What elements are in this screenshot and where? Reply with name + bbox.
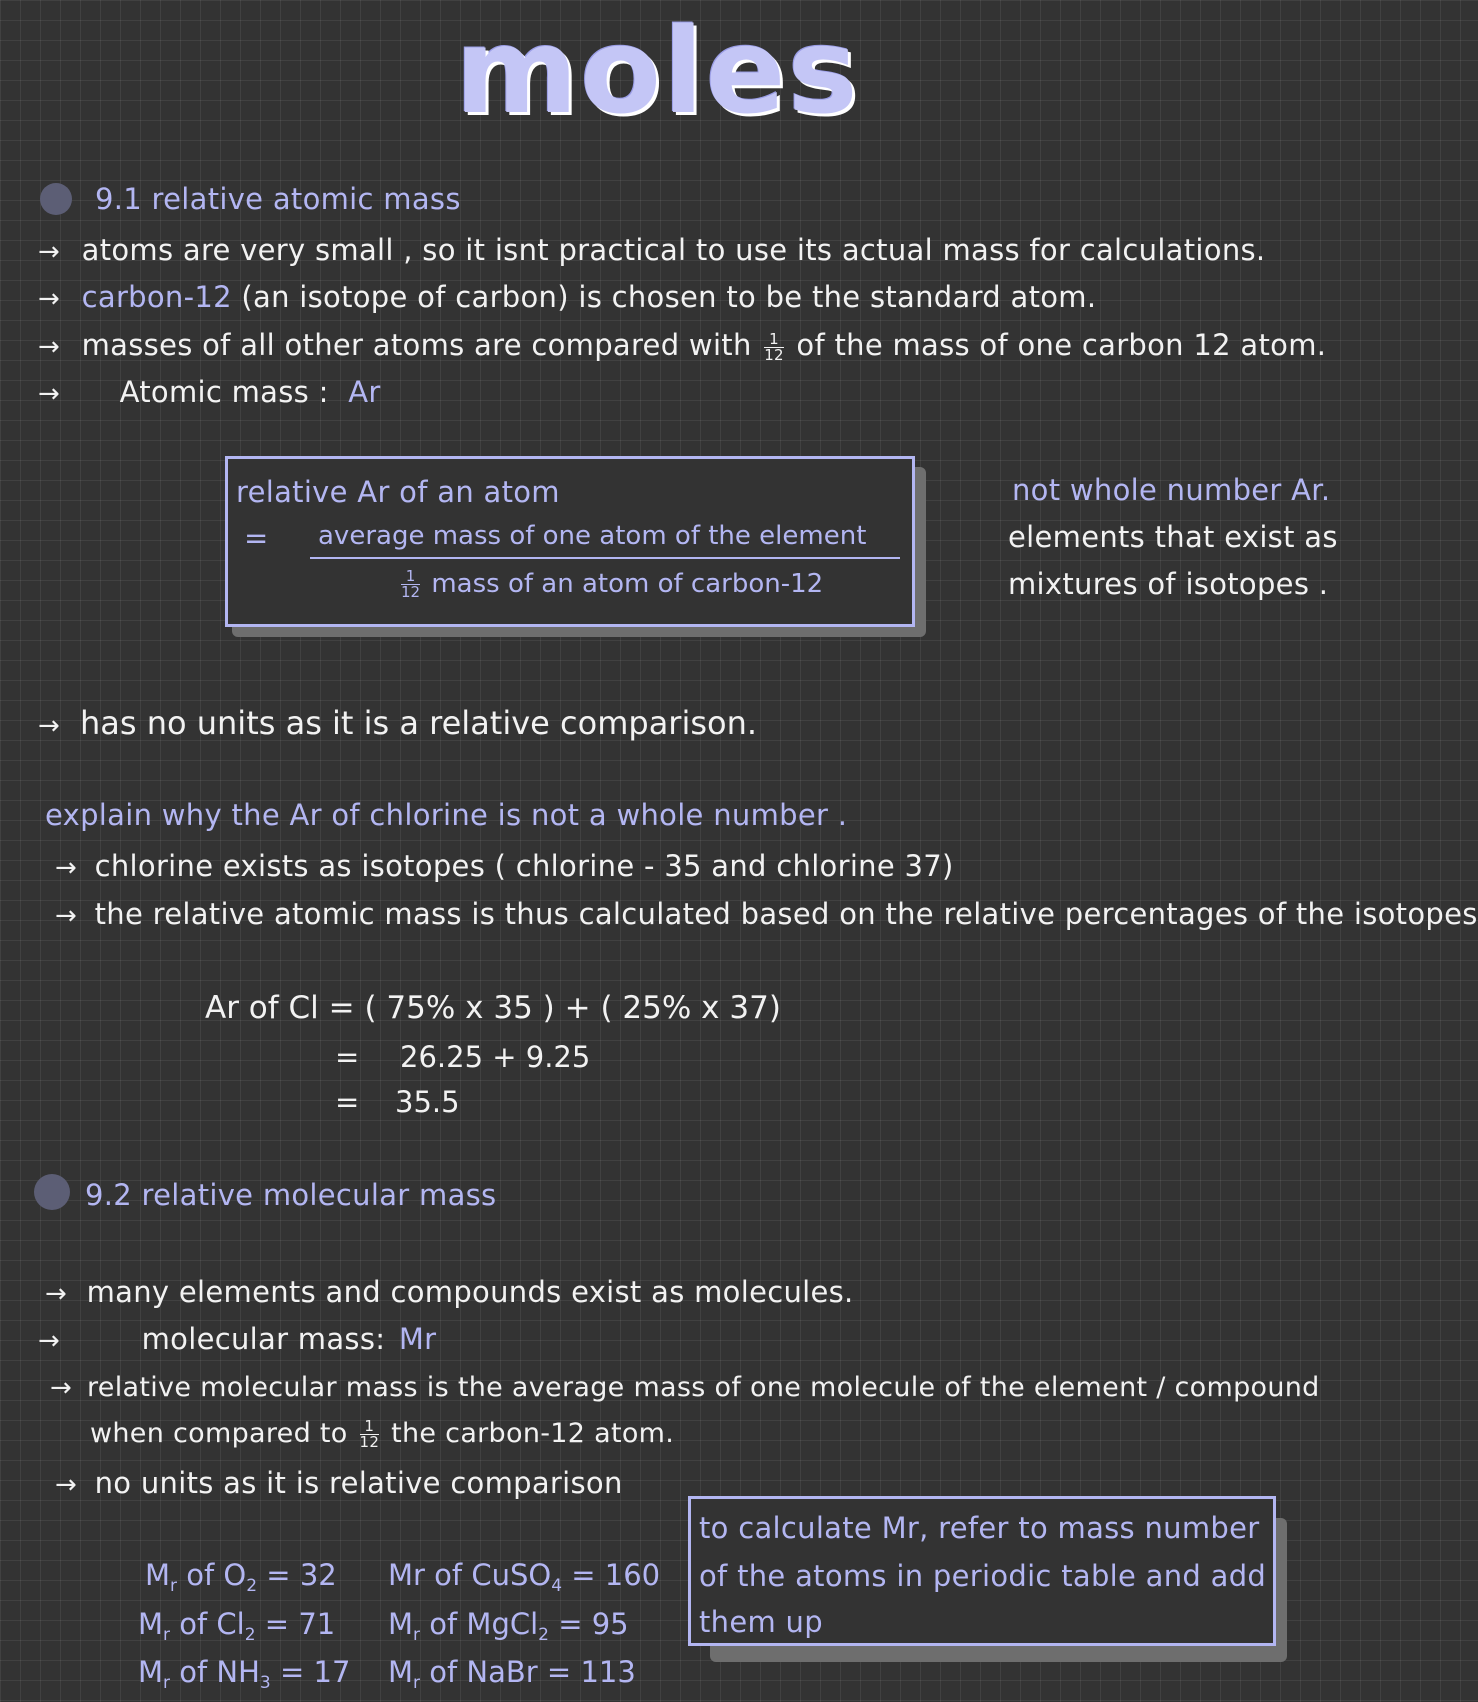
fraction-one-twelfth: $\frac{1}{12}$ — [764, 329, 784, 364]
mr-example-nh3: $M_r$ of $NH_3 = 17$ — [138, 1655, 351, 1693]
mr-note-line-1: to calculate Mr, refer to mass number — [699, 1511, 1260, 1545]
arrow-icon: → — [45, 1279, 68, 1309]
mr-note-box — [688, 1496, 1276, 1646]
mr-note-line-3: them up — [699, 1605, 823, 1639]
formula-numerator: average mass of one atom of the element — [318, 521, 867, 551]
symbol-ar: Ar — [348, 375, 381, 409]
mr-example-cuso4: Mr of CuSO$_4$ = 160 — [388, 1558, 661, 1596]
calc-line-1: Ar of Cl = ( 75% x 35 ) + ( 25% x 37) — [205, 990, 781, 1026]
formula-denominator: $\frac{1}{12}$ mass of an atom of carbon-12 — [401, 567, 824, 601]
bullet-line: → carbon-12 (an isotope of carbon) is chosen to be the standard atom. — [38, 280, 1097, 314]
fraction-one-twelfth: $\frac{1}{12}$ — [359, 1417, 380, 1451]
bullet-line-cont: when compared to $\frac{1}{12}$ the carbon-12 atom. — [90, 1417, 675, 1451]
bullet-line: → atoms are very small , so it isnt practical to use its actual mass for calculations. — [38, 233, 1266, 267]
bullet-line: → relative molecular mass is the average mass of one molecule of the element / compound — [50, 1372, 1320, 1403]
bullet-line: → molecular mass: Mr — [38, 1322, 437, 1356]
symbol-mr: Mr — [398, 1322, 437, 1356]
formula-divider — [310, 557, 900, 559]
bullet-line: → many elements and compounds exist as molecules. — [45, 1275, 854, 1309]
arrow-icon: → — [38, 284, 61, 314]
bullet-line: → masses of all other atoms are compared with $\frac{1}{12}$ of the mass of one carbon 12 atom. — [38, 328, 1327, 364]
formula-box — [225, 456, 915, 627]
arrow-icon: → — [50, 1373, 73, 1403]
section-heading-9-1: 9.1 relative atomic mass — [95, 182, 461, 216]
explain-answer-1: → chlorine exists as isotopes ( chlorine - 35 and chlorine 37) — [55, 849, 954, 883]
calc-equals-3: = — [335, 1085, 360, 1119]
bullet-dot — [40, 183, 72, 215]
mr-example-o2: $M_r$ of $O_2 = 32$ — [145, 1558, 337, 1596]
no-units-line: → has no units as it is a relative comparison. — [38, 704, 758, 742]
page-title: moles — [455, 2, 860, 140]
arrow-icon: → — [38, 379, 61, 409]
explain-question: explain why the Ar of chlorine is not a whole number . — [45, 798, 848, 832]
calc-line-3: 35.5 — [395, 1085, 460, 1119]
arrow-icon: → — [38, 711, 60, 741]
mr-note-line-2: of the atoms in periodic table and add — [699, 1559, 1267, 1593]
arrow-icon: → — [38, 332, 61, 362]
formula-line-1: relative Ar of an atom — [236, 475, 560, 509]
arrow-icon: → — [55, 853, 78, 883]
calc-equals-2: = — [335, 1040, 360, 1074]
explain-answer-2: → the relative atomic mass is thus calculated based on the relative percentages of the isotopes — [55, 897, 1478, 931]
arrow-icon: → — [38, 1326, 61, 1356]
section-heading-9-2: 9.2 relative molecular mass — [85, 1178, 497, 1212]
arrow-icon: → — [38, 237, 61, 267]
side-note-line-2: elements that exist as — [1008, 520, 1338, 554]
bullet-line: → no units as it is relative comparison — [55, 1466, 623, 1500]
fraction-one-twelfth: $\frac{1}{12}$ — [401, 567, 421, 601]
bullet-line: → Atomic mass : Ar — [38, 375, 381, 409]
mr-example-cl2: $M_r$ of $Cl_2 = 71$ — [138, 1607, 336, 1645]
arrow-icon: → — [55, 901, 78, 931]
mr-example-nabr: $M_r$ of NaBr = 113 — [388, 1655, 636, 1693]
bullet-dot — [34, 1174, 70, 1210]
arrow-icon: → — [55, 1470, 78, 1500]
side-note-line-1: not whole number Ar. — [1012, 473, 1331, 507]
highlight-carbon-12: carbon-12 — [81, 280, 232, 314]
formula-equals: = — [244, 521, 269, 555]
side-note-line-3: mixtures of isotopes . — [1008, 567, 1329, 601]
calc-line-2: 26.25 + 9.25 — [400, 1040, 591, 1074]
mr-example-mgcl2: $M_r$ of MgCl$_2$ = 95 — [388, 1607, 629, 1645]
